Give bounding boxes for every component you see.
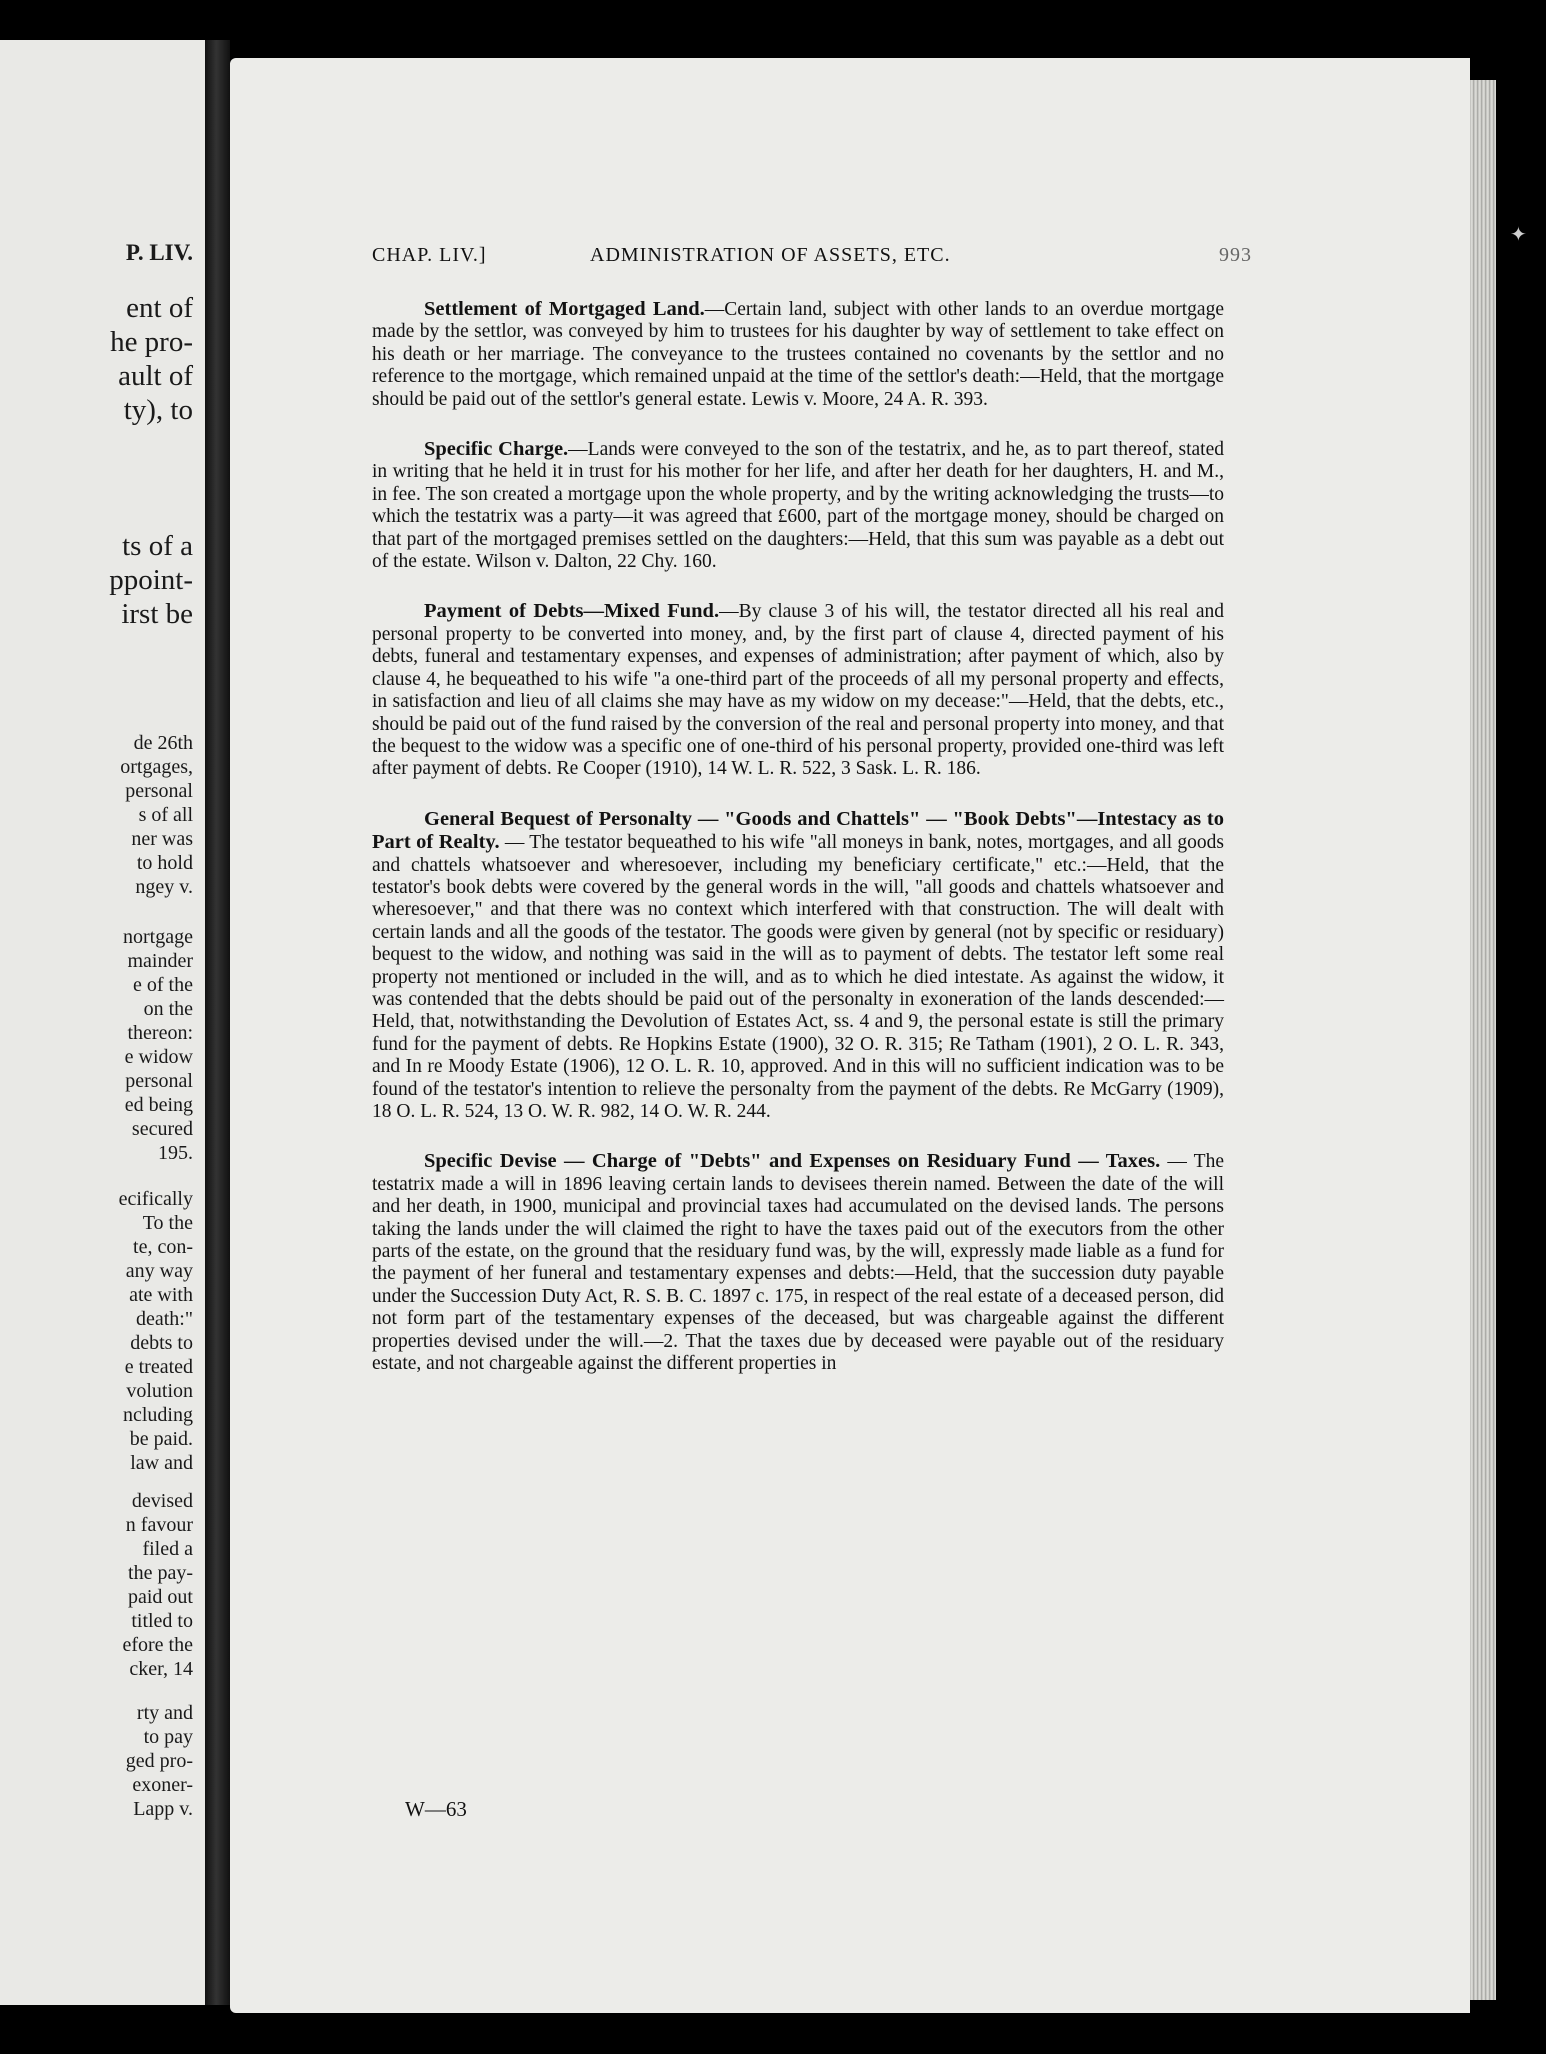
left-page-fragment: to pay: [143, 1726, 193, 1748]
left-page-fragment: ppoint-: [109, 564, 193, 596]
paragraph: [372, 298, 1224, 411]
left-page-fragment: ecifically: [118, 1188, 193, 1210]
left-page-fragment: ts of a: [122, 530, 193, 562]
paragraph: [372, 1150, 1224, 1375]
facing-page-left: [0, 40, 205, 2005]
paragraph-heading: Specific Charge.: [424, 438, 569, 461]
left-page-fragment: ate with: [129, 1284, 193, 1306]
left-page-fragment: filed a: [142, 1538, 193, 1560]
paragraph-heading: Settlement of Mortgaged Land.: [424, 298, 705, 320]
left-page-fragment: To the: [142, 1212, 193, 1234]
left-page-fragment: te, con-: [133, 1236, 193, 1258]
signature-mark: W—63: [405, 1797, 467, 1821]
left-page-fragment: ed being: [124, 1094, 193, 1116]
page-number: 993: [1219, 244, 1252, 266]
left-page-fragment: rty and: [136, 1702, 193, 1724]
left-page-fragment: s of all: [138, 804, 193, 826]
paragraph: [372, 438, 1224, 573]
left-page-fragment: any way: [125, 1260, 193, 1282]
paragraph: [372, 600, 1224, 780]
paragraph-body: —Lands were conveyed to the son of the testatrix, and he, as to part thereof, stated in writing that he held it in trust for his mother for her life, and after her death for her daughters, H. and M., in fee. The son created a mortgage upon the whole property, and by the writing acknowledging the trusts—to which the testatrix was a party—it was agreed that £600, part of the mortgage money, should be charged on that part of the mortgaged premises settled on the daughters:—Held, that this sum was payable as a debt out of the estate. Wilson v. Dalton, 22 Chy. 160.: [372, 439, 1224, 573]
paragraph-heading: Payment of Debts—Mixed Fund.: [424, 600, 720, 623]
left-page-fragment: e treated: [124, 1356, 193, 1378]
scan-speck: ✦: [1510, 224, 1527, 246]
paragraph-heading: Specific Devise — Charge of "Debts" and Expenses on Residuary Fund — Taxes.: [424, 1150, 1161, 1173]
paragraph-heading: General Bequest of Personalty — "Goods and Chattels" — "Book Debts"—Intestacy as to Part of Realty.: [372, 807, 1224, 854]
left-page-fragment: n favour: [125, 1514, 193, 1536]
left-page-fragment: efore the: [122, 1634, 193, 1656]
left-page-fragment: Lapp v.: [133, 1798, 193, 1820]
left-page-fragment: be paid.: [129, 1428, 193, 1450]
page-body: [372, 298, 1224, 1402]
left-page-fragment: on the: [143, 998, 193, 1020]
left-page-fragment: to hold: [136, 852, 193, 874]
left-page-fragment: de 26th: [133, 732, 193, 754]
left-page-fragment: paid out: [128, 1586, 193, 1608]
page-edge-stack: [1470, 80, 1496, 2000]
left-page-fragment: he pro-: [110, 326, 193, 358]
book-gutter: [205, 40, 230, 2005]
left-page-fragment: ent of: [126, 292, 193, 324]
left-page-fragment: nortgage: [123, 926, 193, 948]
left-page-fragment: ault of: [118, 360, 193, 392]
left-page-fragment: devised: [131, 1490, 193, 1512]
left-page-fragment: ty), to: [123, 394, 193, 426]
running-head: [372, 244, 1252, 278]
left-page-fragment: volution: [126, 1380, 193, 1402]
left-page-fragment: ged pro-: [125, 1750, 193, 1772]
paragraph: [372, 808, 1224, 1124]
left-page-fragment: law and: [130, 1452, 193, 1474]
left-page-fragment: mainder: [127, 950, 193, 972]
left-page-fragment: irst be: [121, 598, 193, 630]
left-page-fragment: titled to: [131, 1610, 193, 1632]
left-page-fragment: e widow: [124, 1046, 193, 1068]
left-page-fragment: debts to: [130, 1332, 193, 1354]
left-page-fragment: ngey v.: [135, 876, 193, 898]
left-chapter-fragment: P. LIV.: [125, 240, 193, 265]
left-page-fragment: ner was: [131, 828, 193, 850]
left-page-fragment: ortgages,: [120, 756, 193, 778]
left-page-fragment: 195.: [158, 1142, 193, 1164]
left-page-fragment: exoner-: [132, 1774, 193, 1796]
paragraph-body: —Certain land, subject with other lands to an overdue mortgage made by the settlor, was conveyed by him to trustees for his daughter by way of settlement to take effect on his death or her marriage. The conveyance to the trustees contained no covenants by the settlor and no reference to the mortgage, which remained unpaid at the time of the settlor's death:—Held, that the mortgage should be paid out of the settlor's general estate. Lewis v. Moore, 24 A. R. 393.: [372, 299, 1224, 410]
left-page-fragment: cker, 14: [129, 1658, 193, 1680]
left-page-fragment: the pay-: [128, 1562, 193, 1584]
left-page-fragment: personal: [125, 780, 193, 802]
left-page-fragment: death:": [135, 1308, 193, 1330]
left-page-fragment: thereon:: [127, 1022, 193, 1044]
paragraph-body: —By clause 3 of his will, the testator directed all his real and personal property to be converted into money, and, by the first part of clause 4, directed payment of his debts, funeral and testamentary expenses, and expenses of administration; after payment of which, also by clause 4, he bequeathed to his wife "a one-third part of the proceeds of all my personal property and effects, in satisfaction and lieu of all claims she may have as my widow on my decease:"—Held, that the debts, etc., should be paid out of the fund raised by the conversion of the real and personal property into money, and that the bequest to the widow was a specific one of one-third of his personal property, provided one-third was left after payment of debts. Re Cooper (1910), 14 W. L. R. 522, 3 Sask. L. R. 186.: [372, 601, 1224, 780]
running-title: ADMINISTRATION OF ASSETS, ETC.: [590, 244, 951, 266]
paragraph-body: — The testatrix made a will in 1896 leaving certain lands to devisees therein named. Between the date of the will and her death, in 1900, municipal and provincial taxes had accumulated on the devised lands. The persons taking the lands under the will claimed the right to have the taxes paid out of the executors from the other parts of the estate, on the ground that the residuary fund was, by the will, expressly made liable as a fund for the payment of her funeral and testamentary expenses and debts:—Held, that the succession duty payable under the Succession Duty Act, R. S. B. C. 1897 c. 175, in respect of the real estate of a deceased person, did not form part of the testamentary expenses of the deceased, but was chargeable against the different properties devised under the will.—2. That the taxes due by deceased were payable out of the residuary estate, and not chargeable against the different properties in: [372, 1151, 1224, 1375]
paragraph-body: — The testator bequeathed to his wife "all moneys in bank, notes, mortgages, and all goods and chattels whatsoever and wheresoever, including my beneficiary certificate," etc.:—Held, that the testator's book debts were covered by the general words in the will, "all goods and chattels whatsoever and wheresoever," and that there was no context which interfered with that construction. The will dealt with certain lands and all the goods of the testator. The goods were given by general (not by specific or residuary) bequest to the widow, and nothing was said in the will as to payment of debts. The testator left some real property not mentioned or included in the will, and as to which he died intestate. As against the widow, it was contended that the debts should be paid out of the personalty in exoneration of the lands descended:—Held, that, notwithstanding the Devolution of Estates Act, ss. 4 and 9, the personal estate is still the primary fund for the payment of debts. Re Hopkins Estate (1900), 32 O. R. 315; Re Tatham (1901), 2 O. L. R. 343, and In re Moody Estate (1906), 12 O. L. R. 10, approved. And in this will no sufficient indication was to be found of the testator's intention to relieve the personalty from the payment of the debts. Re McGarry (1909), 18 O. L. R. 524, 13 O. W. R. 982, 14 O. W. R. 244.: [372, 832, 1224, 1122]
left-page-fragment: secured: [131, 1118, 193, 1140]
left-page-fragment: e of the: [133, 974, 193, 996]
left-page-fragment: ncluding: [123, 1404, 193, 1426]
chapter-label: CHAP. LIV.]: [372, 244, 487, 266]
left-page-fragment: personal: [125, 1070, 193, 1092]
